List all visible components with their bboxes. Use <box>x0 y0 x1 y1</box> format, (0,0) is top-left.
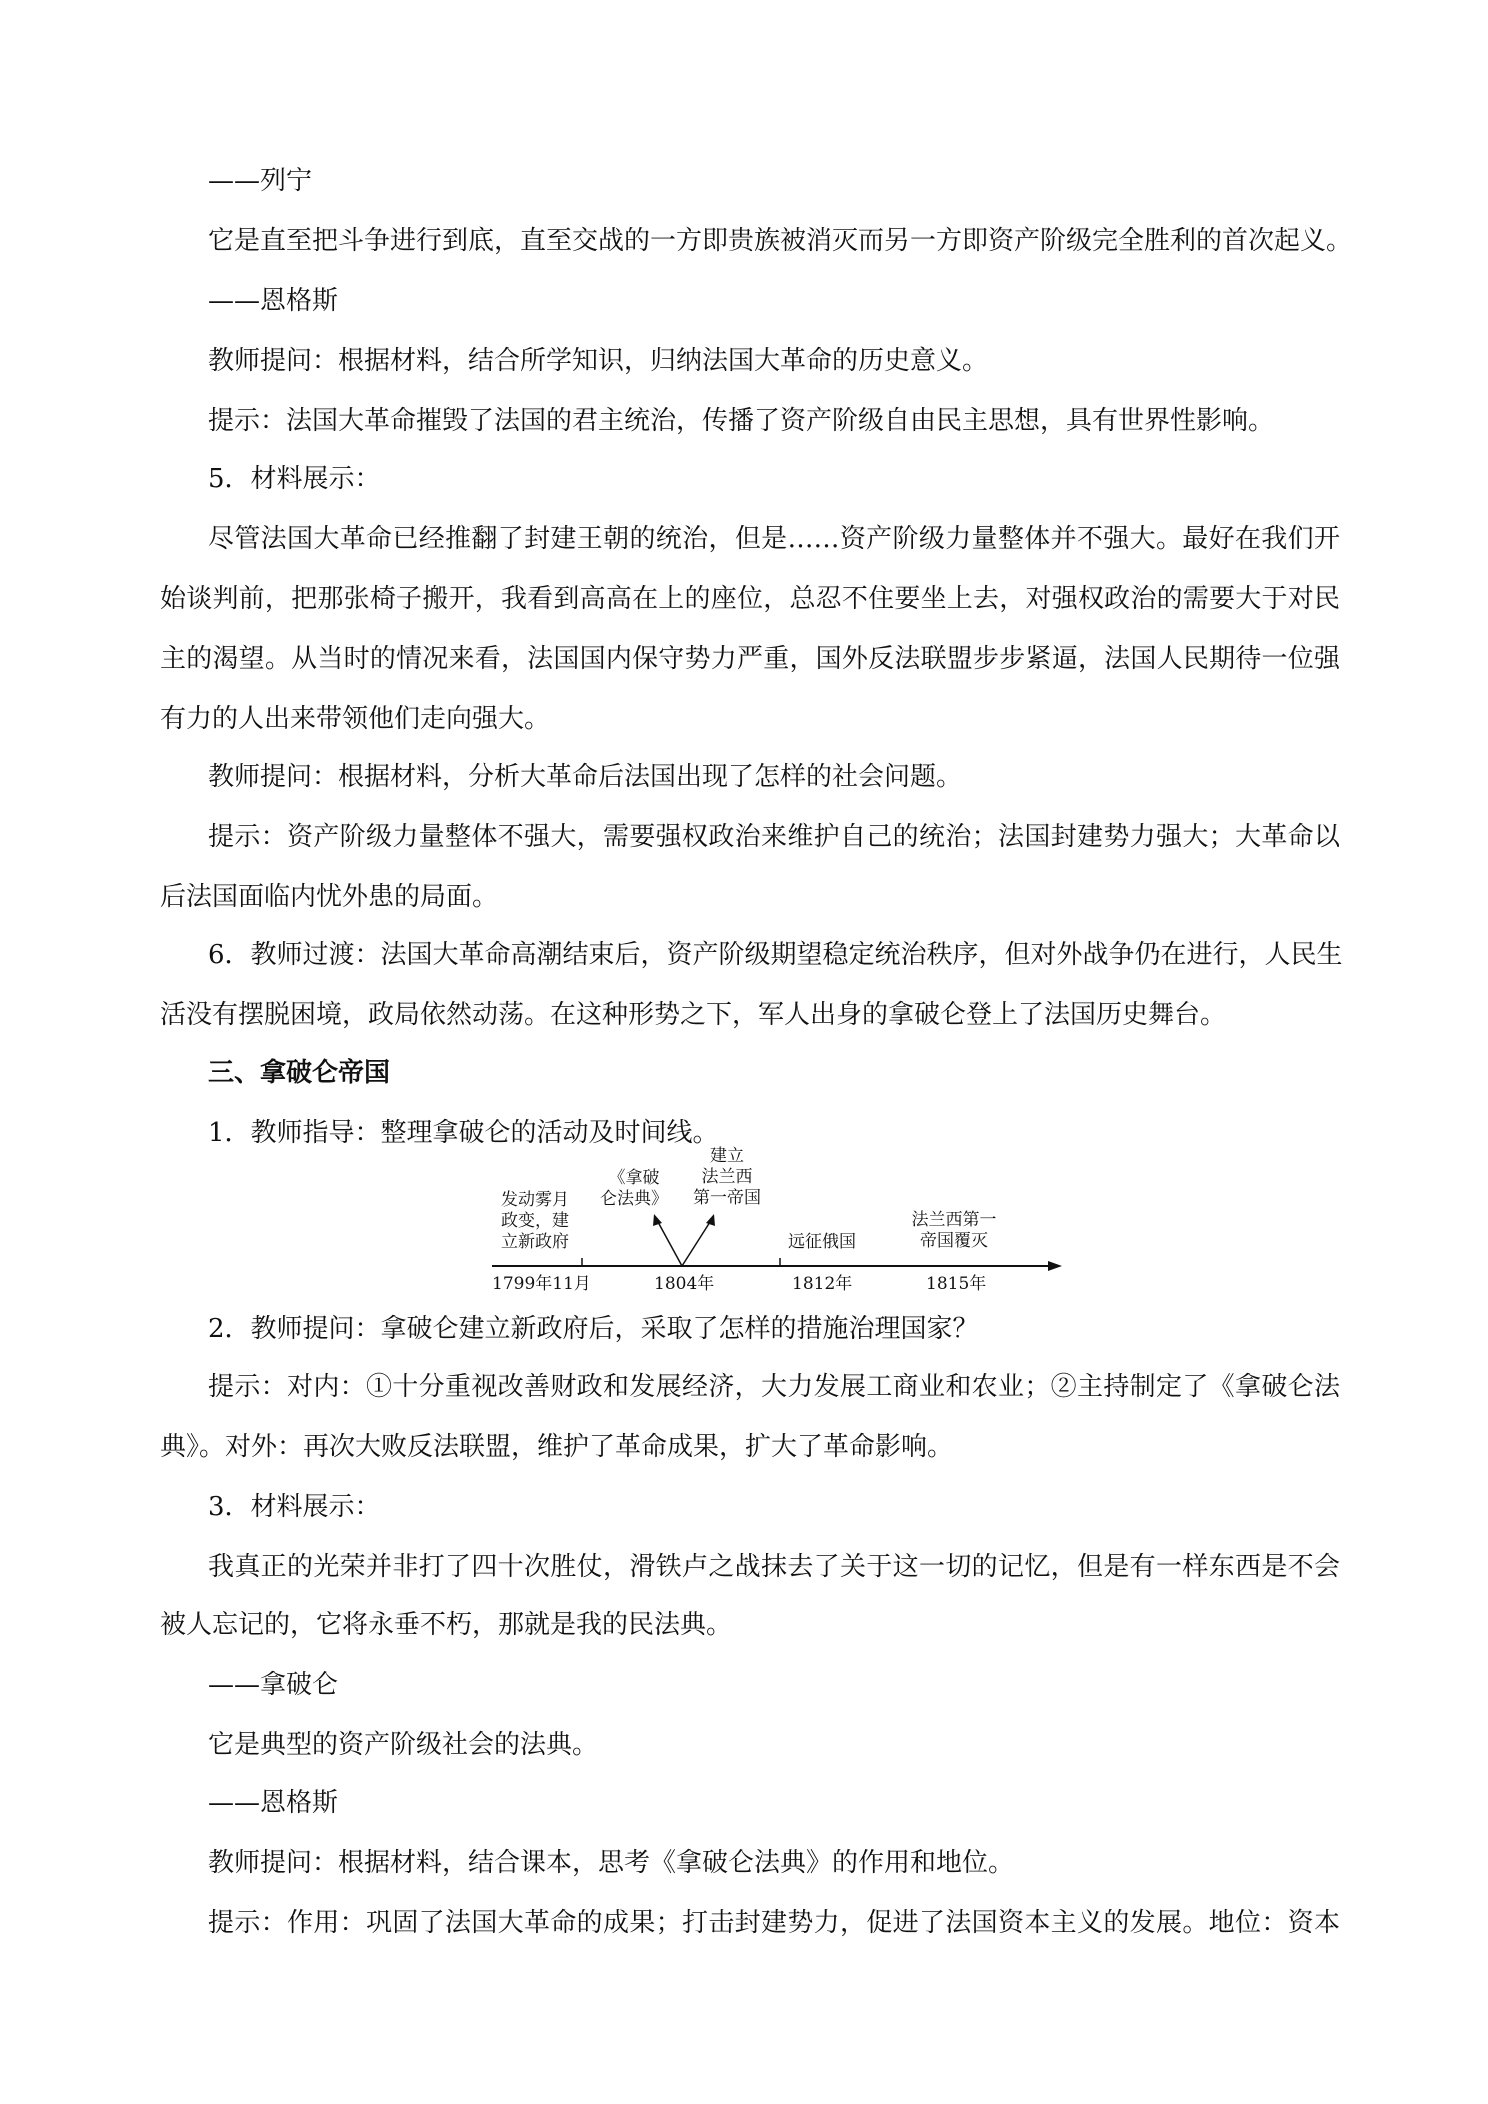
quote-engels-code: 它是典型的资产阶级社会的法典。 <box>208 1730 599 1760</box>
timeline-date-1804: 1804年 <box>654 1274 715 1294</box>
timeline-arrow-code <box>658 1222 682 1266</box>
item-3-heading: 3．材料展示： <box>208 1492 381 1522</box>
timeline-arrow-empire <box>682 1222 710 1266</box>
timeline-arrow-code-head <box>653 1214 662 1226</box>
item-6-transition-line-1: 6．教师过渡：法国大革命高潮结束后，资产阶级期望稳定统治秩序，但对外战争仍在进行，人民生 <box>208 940 1343 970</box>
hint-code-role: 提示：作用：巩固了法国大革命的成果；打击封建势力，促进了法国资本主义的发展。地位：资本 <box>208 1908 1340 1938</box>
material-5-line-3: 主的渴望。从当时的情况来看，法国国内保守势力严重，国外反法联盟步步紧逼，法国人民期待一位强 <box>160 644 1340 674</box>
material-3-line-2: 被人忘记的，它将永垂不朽，那就是我的民法典。 <box>160 1610 733 1640</box>
timeline-event-coup-line: 政变，建 <box>501 1211 569 1231</box>
material-5-line-1: 尽管法国大革命已经推翻了封建王朝的统治，但是……资产阶级力量整体并不强大。最好在我们开 <box>208 524 1340 554</box>
hint-significance: 提示：法国大革命摧毁了法国的君主统治，传播了资产阶级自由民主思想，具有世界性影响。 <box>208 406 1275 436</box>
timeline-arrow-empire-head <box>706 1214 715 1226</box>
timeline-arrowhead <box>1048 1261 1062 1271</box>
teacher-question-significance: 教师提问：根据材料，结合所学知识，归纳法国大革命的历史意义。 <box>208 346 989 376</box>
napoleon-timeline <box>492 1140 1062 1300</box>
timeline-date-1799: 1799年11月 <box>492 1274 591 1294</box>
material-5-line-2: 始谈判前，把那张椅子搬开，我看到高高在上的座位，总忍不住要坐上去，对强权政治的需要大于对民 <box>160 584 1340 614</box>
teacher-question-social-problems: 教师提问：根据材料，分析大革命后法国出现了怎样的社会问题。 <box>208 762 963 792</box>
timeline-event-civil-code-line: 《拿破 <box>608 1168 660 1188</box>
timeline-event-coup-line: 立新政府 <box>501 1232 569 1252</box>
timeline-date-1815: 1815年 <box>926 1274 987 1294</box>
quote-attribution-lenin: ——列宁 <box>208 166 313 196</box>
timeline-event-russia <box>782 1232 862 1253</box>
timeline-event-empire-fall-line: 帝国覆灭 <box>920 1231 988 1251</box>
timeline-event-empire-fall-line: 法兰西第一 <box>911 1210 997 1230</box>
material-5-line-4: 有力的人出来带领他们走向强大。 <box>160 704 551 734</box>
timeline-event-coup-line: 发动雾月 <box>501 1190 569 1210</box>
timeline-event-civil-code <box>594 1168 674 1210</box>
hint-measures-line-1: 提示：对内：①十分重视改善财政和发展经济，大力发展工商业和农业；②主持制定了《拿破仑法 <box>208 1372 1340 1402</box>
timeline-event-first-empire-line: 第一帝国 <box>693 1188 761 1208</box>
timeline-event-first-empire-line: 建立 <box>710 1146 744 1166</box>
item-5-heading: 5．材料展示： <box>208 464 381 494</box>
quote-attribution-engels-2: ——恩格斯 <box>208 1788 339 1818</box>
quote-attribution-napoleon: ——拿破仑 <box>208 1670 339 1700</box>
teacher-question-code-role: 教师提问：根据材料，结合课本，思考《拿破仑法典》的作用和地位。 <box>208 1848 1015 1878</box>
timeline-event-coup <box>492 1190 578 1253</box>
material-3-line-1: 我真正的光荣并非打了四十次胜仗，滑铁卢之战抹去了关于这一切的记忆，但是有一样东西是不会 <box>208 1552 1340 1582</box>
timeline-event-first-empire <box>686 1146 768 1209</box>
hint-social-problems-line-2: 后法国面临内忧外患的局面。 <box>160 882 499 912</box>
hint-measures-line-2: 典》。对外：再次大败反法联盟，维护了革命成果，扩大了革命影响。 <box>160 1432 954 1462</box>
timeline-event-russia-line: 远征俄国 <box>788 1232 856 1252</box>
section-heading-napoleon-empire: 三、拿破仑帝国 <box>208 1058 391 1088</box>
hint-social-problems-line-1: 提示：资产阶级力量整体不强大，需要强权政治来维护自己的统治；法国封建势力强大；大革命以 <box>208 822 1340 852</box>
item-6-transition-line-2: 活没有摆脱困境，政局依然动荡。在这种形势之下，军人出身的拿破仑登上了法国历史舞台。 <box>160 1000 1227 1030</box>
timeline-event-first-empire-line: 法兰西 <box>701 1167 753 1187</box>
timeline-date-1812: 1812年 <box>792 1274 853 1294</box>
timeline-event-empire-fall <box>906 1210 1002 1252</box>
quote-attribution-engels: ——恩格斯 <box>208 286 339 316</box>
timeline-event-civil-code-line: 仑法典》 <box>600 1189 668 1209</box>
item-2-question: 2．教师提问：拿破仑建立新政府后，采取了怎样的措施治理国家？ <box>208 1314 979 1344</box>
quote-engels-uprising: 它是直至把斗争进行到底，直至交战的一方即贵族被消灭而另一方即资产阶级完全胜利的首次起义。 <box>208 226 1353 256</box>
item-1-guidance: 1．教师指导：整理拿破仑的活动及时间线。 <box>208 1118 719 1148</box>
